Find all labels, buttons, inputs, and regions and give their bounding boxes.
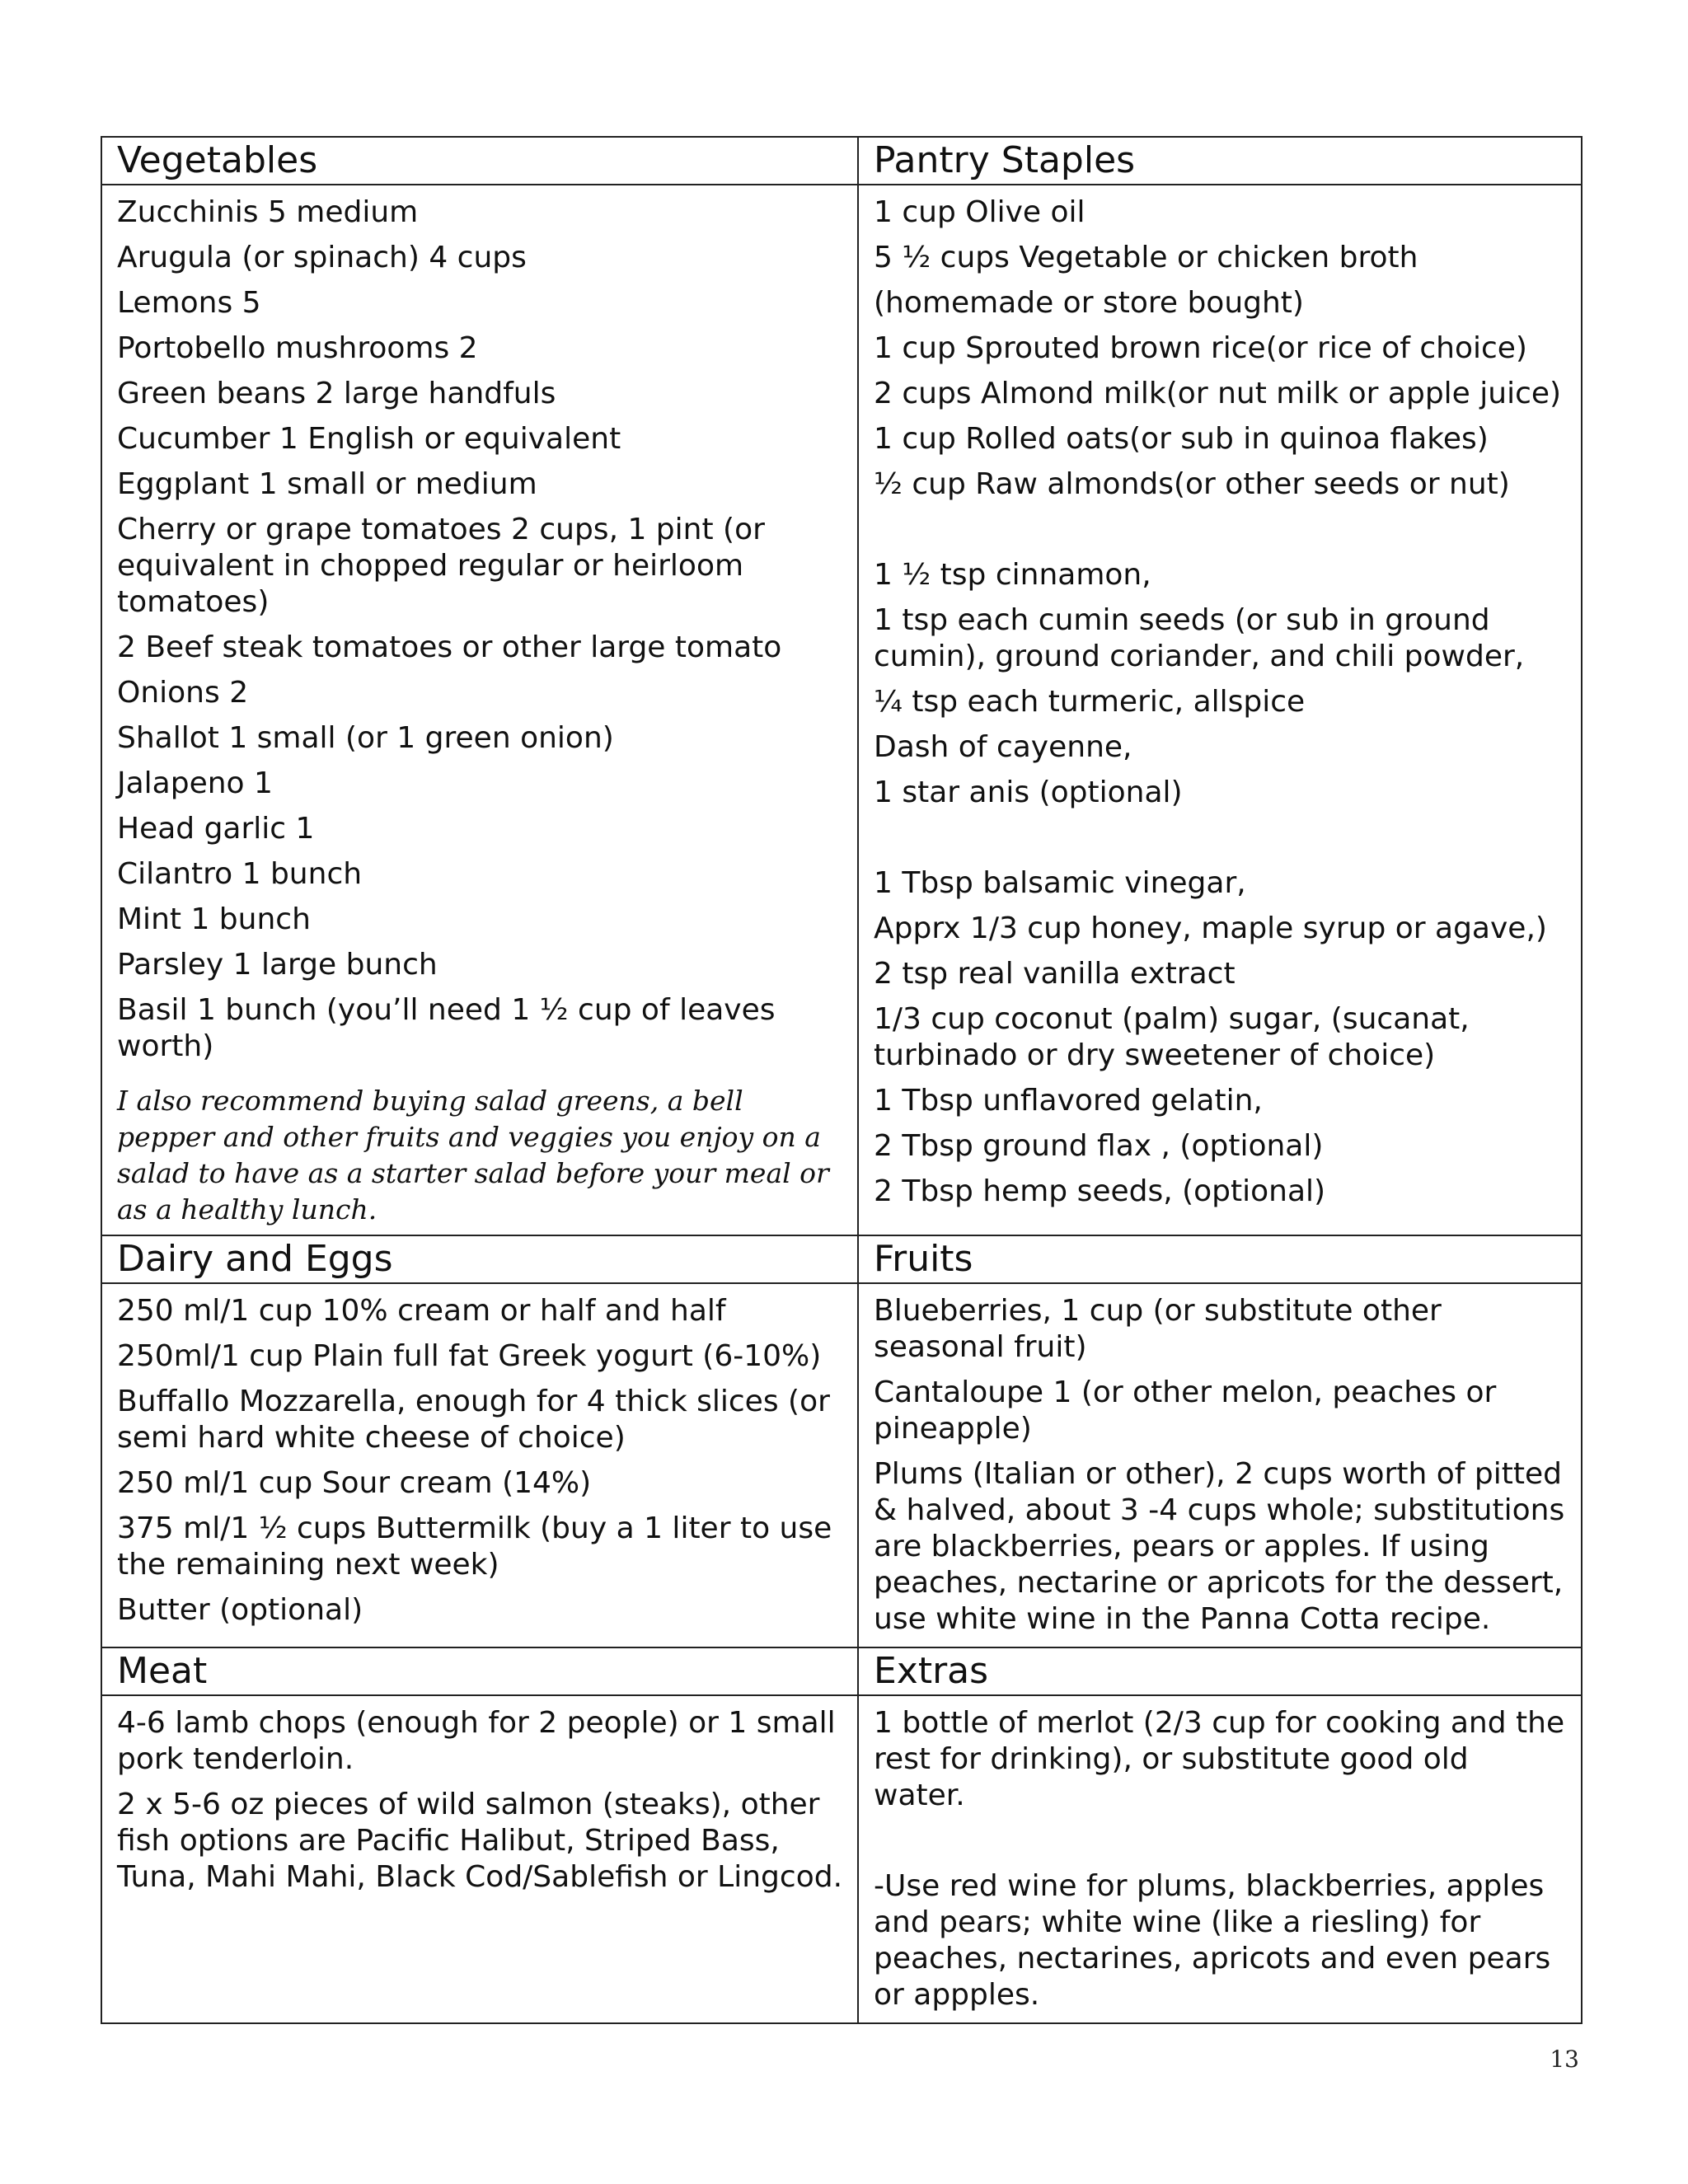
fruit-item: Plums (Italian or other), 2 cups worth of pitted & halved, about 3 -4 cups whole; substitutions are blackberries, pears or apples. If using peaches, nectarine or apricots for the dessert, use white wine in the Panna Cotta recipe. (874, 1457, 1565, 1636)
pantry-item: 2 tsp real vanilla extract (874, 957, 1236, 991)
pantry-item: ¼ tsp each turmeric, allspice (874, 685, 1306, 719)
vegetable-item: Eggplant 1 small or medium (117, 467, 537, 501)
vegetable-item: Onions 2 (117, 676, 249, 710)
vegetable-item: Basil 1 bunch (you’ll need 1 ½ cup of leaves worth) (117, 993, 776, 1063)
fruit-item: Blueberries, 1 cup (or substitute other seasonal fruit) (874, 1294, 1442, 1364)
extras-item: 1 bottle of merlot (2/3 cup for cooking and the rest for drinking), or substitute good old water. (874, 1706, 1565, 1812)
meat-list (101, 1695, 858, 2023)
header-row-2 (101, 1235, 1582, 1283)
spacer (874, 820, 1566, 856)
pantry-item: ½ cup Raw almonds(or other seeds or nut) (874, 467, 1510, 501)
pantry-item: 1 cup Olive oil (874, 195, 1085, 229)
pantry-item: Apprx 1/3 cup honey, maple syrup or agave,) (874, 912, 1547, 945)
pantry-item: 1 cup Sprouted brown rice(or rice of choice) (874, 331, 1527, 365)
pantry-item: 5 ½ cups Vegetable or chicken broth (874, 241, 1418, 274)
header-row-3 (101, 1647, 1582, 1695)
grocery-list-table (101, 136, 1582, 2024)
pantry-staples-heading: Pantry Staples (858, 137, 1582, 185)
dairy-eggs-heading: Dairy and Eggs (101, 1235, 858, 1283)
meat-item: 2 x 5-6 oz pieces of wild salmon (steaks), other fish options are Pacific Halibut, Striped Bass, Tuna, Mahi Mahi, Black Cod/Sablefish or Lingcod. (117, 1788, 843, 1894)
vegetable-item: Cucumber 1 English or equivalent (117, 422, 621, 456)
vegetable-item: Cilantro 1 bunch (117, 857, 363, 891)
vegetables-list (101, 185, 858, 1235)
dairy-item: Buffallo Mozzarella, enough for 4 thick slices (or semi hard white cheese of choice) (117, 1385, 830, 1455)
dairy-eggs-list (101, 1283, 858, 1647)
extras-heading: Extras (858, 1647, 1582, 1695)
fruits-list (858, 1283, 1582, 1647)
body-row-1 (101, 185, 1582, 1235)
body-row-2 (101, 1283, 1582, 1647)
vegetable-item: Head garlic 1 (117, 812, 315, 846)
pantry-item: 1 tsp each cumin seeds (or sub in ground cumin), ground coriander, and chili powder, (874, 603, 1525, 673)
pantry-item: 1 Tbsp balsamic vinegar, (874, 866, 1246, 900)
vegetable-item: Zucchinis 5 medium (117, 195, 419, 229)
pantry-item: 1 Tbsp unflavored gelatin, (874, 1084, 1263, 1118)
meat-heading: Meat (101, 1647, 858, 1695)
header-row-1 (101, 137, 1582, 185)
meat-item: 4-6 lamb chops (enough for 2 people) or 1 small pork tenderloin. (117, 1706, 836, 1776)
dairy-item: Butter (optional) (117, 1593, 363, 1627)
vegetable-item: Portobello mushrooms 2 (117, 331, 478, 365)
pantry-item: 2 Tbsp hemp seeds, (optional) (874, 1174, 1326, 1208)
spacer (874, 512, 1566, 548)
dairy-item: 250ml/1 cup Plain full fat Greek yogurt (6-10%) (117, 1339, 822, 1373)
pantry-item: (homemade or store bought) (874, 286, 1304, 320)
pantry-item: 2 Tbsp ground flax , (optional) (874, 1129, 1324, 1163)
pantry-item: Dash of cayenne, (874, 730, 1132, 764)
fruit-item: Cantaloupe 1 (or other melon, peaches or pineapple) (874, 1376, 1497, 1446)
body-row-3 (101, 1695, 1582, 2023)
dairy-item: 250 ml/1 cup Sour cream (14%) (117, 1466, 592, 1500)
salad-recommendation-note: I also recommend buying salad greens, a bell pepper and other fruits and veggies you enjoy on a salad to have as a starter salad before your meal or as a healthy lunch. (117, 1085, 829, 1226)
fruits-heading: Fruits (858, 1235, 1582, 1283)
pantry-item: 1 ½ tsp cinnamon, (874, 558, 1151, 592)
pantry-item: 1 cup Rolled oats(or sub in quinoa flakes) (874, 422, 1489, 456)
vegetable-item: Parsley 1 large bunch (117, 948, 438, 982)
vegetable-item: 2 Beef steak tomatoes or other large tomato (117, 630, 782, 664)
vegetable-item: Mint 1 bunch (117, 902, 311, 936)
spacer (874, 1823, 1566, 1859)
vegetable-item: Cherry or grape tomatoes 2 cups, 1 pint (or equivalent in chopped regular or heirloom tomatoes) (117, 513, 765, 619)
vegetable-item: Green beans 2 large handfuls (117, 377, 556, 410)
extras-list (858, 1695, 1582, 2023)
vegetable-item: Shallot 1 small (or 1 green onion) (117, 721, 614, 755)
pantry-staples-list (858, 185, 1582, 1235)
dairy-item: 375 ml/1 ½ cups Buttermilk (buy a 1 liter to use the remaining next week) (117, 1511, 832, 1582)
vegetable-item: Arugula (or spinach) 4 cups (117, 241, 527, 274)
pantry-item: 2 cups Almond milk(or nut milk or apple juice) (874, 377, 1562, 410)
dairy-item: 250 ml/1 cup 10% cream or half and half (117, 1294, 726, 1328)
vegetable-item: Jalapeno 1 (117, 766, 273, 800)
extras-item: -Use red wine for plums, blackberries, apples and pears; white wine (like a riesling) for peaches, nectarines, apricots and even pears or appples. (874, 1869, 1551, 2012)
vegetable-item: Lemons 5 (117, 286, 261, 320)
vegetables-heading: Vegetables (101, 137, 858, 185)
pantry-item: 1 star anis (optional) (874, 776, 1183, 809)
page-number: 13 (1550, 2046, 1579, 2073)
pantry-item: 1/3 cup coconut (palm) sugar, (sucanat, turbinado or dry sweetener of choice) (874, 1002, 1470, 1072)
